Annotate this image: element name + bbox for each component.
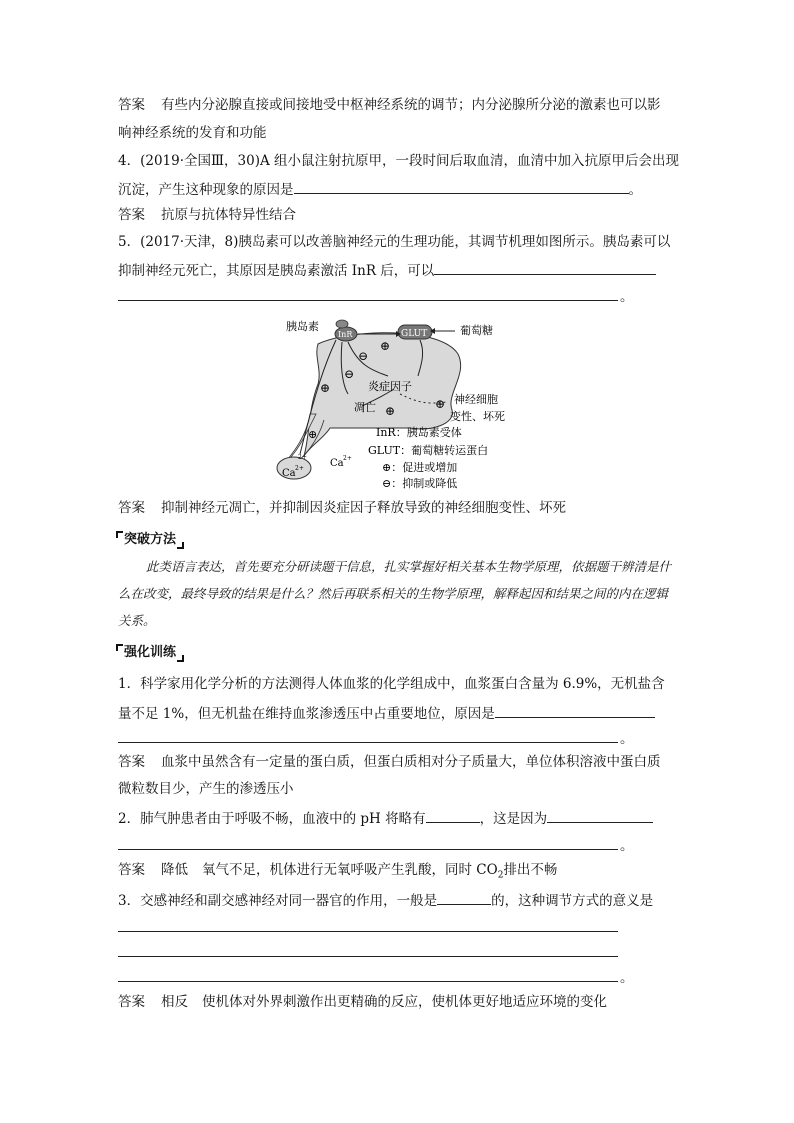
minus-symbol-1: ⊖ [358,349,369,363]
q4-answer-text: 抗原与抗体特异性结合 [161,207,296,223]
q3-answer-line2: 响神经系统的发育和功能 [118,125,267,141]
t2-end: 。 [620,838,634,854]
t3-answer-b: 使机体对外界刺激作出更精确的反应，使机体更好地适应环境的变化 [202,994,607,1010]
method-heading [116,530,176,550]
q4-question-text2: 沉淀，产生这种现象的原因是 [118,182,294,198]
t2-question-pre: 2．肺气肿患者由于呼吸不畅，血液中的 pH 将略有 [118,811,426,827]
q5-question-line1: 5．(2017·天津，8)胰岛素可以改善脑神经元的生理功能，其调节机理如图所示。胰岛素可以 [118,234,671,250]
method-title: 突破方法 [116,530,176,550]
insulin-mechanism-diagram [270,314,530,494]
t2-answer-b: 氧气不足，机体进行无氧呼吸产生乳酸，同时 CO [202,862,498,878]
q4-answer [118,205,296,225]
q5-blank-1[interactable] [434,259,656,275]
glucose-label: 葡萄糖 [460,324,493,337]
answer-tag: 答案 [118,500,145,516]
inr-label: InR [338,330,353,339]
t3-blank-2[interactable] [118,931,618,932]
q4-question-line2 [118,178,642,200]
t2-blank-2[interactable] [547,807,653,823]
training-title: 强化训练 [116,643,176,663]
minus-symbol-2: ⊖ [344,367,355,381]
answer-tag: 答案 [118,207,145,223]
t3-answer-a: 相反 [161,994,188,1010]
ca-left: Ca [282,468,296,479]
t2-question-line1 [118,807,653,829]
ca-right-sup: 2+ [343,455,352,462]
t2-answer-a: 降低 [161,862,188,878]
q4-question-line1: 4．(2019·全国Ⅲ，30)A 组小鼠注射抗原甲，一段时间后取血清，血清中加入抗原甲后会出现 [118,153,680,169]
t2-answer-sub: 2 [497,870,504,881]
q5-answer [118,498,566,518]
t3-blank-4[interactable] [118,981,618,982]
q5-end: 。 [620,289,634,305]
t3-question-mid: 的，这种调节方式的意义是 [491,893,654,909]
t2-answer [118,860,557,886]
t1-blank-1[interactable] [495,702,655,718]
t2-question-mid: ，这是因为 [479,811,548,827]
glut-label: GLUT [401,329,428,339]
answer-tag: 答案 [118,994,145,1010]
t3-question-line1 [118,889,653,911]
apoptosis-label: 凋亡 [354,401,376,414]
insulin-molecule [336,320,348,328]
plus-symbol-5: ⊕ [308,428,318,441]
t1-question-text2: 量不足 1%，但无机盐在维持血浆渗透压中占重要地位，原因是 [118,706,495,722]
t1-answer-text1: 血浆中虽然含有一定量的蛋白质，但蛋白质相对分子质量大，单位体积溶液中蛋白质 [161,754,661,770]
ca-left-sup: 2+ [295,465,304,472]
method-text: 此类语言表达，首先要充分研读题干信息，扎实掌握好相关基本生物学原理，依据题干辨清是什么在改变，最终导致的结果是什么？然后再联系相关的生物学原理，解释起因和结果之间的内在逻辑关系。 [118,559,672,628]
q3-answer-line1 [118,95,661,115]
t1-answer-line2: 微粒数目少，产生的渗透压小 [118,781,294,797]
t3-answer [118,992,607,1012]
plus-symbol-3: ⊕ [385,404,396,418]
q5-answer-text: 抑制神经元凋亡，并抑制因炎症因子释放导致的神经细胞变性、坏死 [161,500,566,516]
t1-question-line2 [118,702,655,724]
q5-blank-2[interactable] [118,300,618,301]
training-heading [116,643,176,663]
legend-glut: GLUT：葡萄糖转运蛋白 [368,444,489,457]
t3-blank-3[interactable] [118,956,618,957]
ca-inner-sup: 2+ [298,454,307,461]
t2-blank-1[interactable] [426,807,480,823]
t2-blank-3[interactable] [118,849,618,850]
inflammatory-label: 炎症因子 [368,380,412,393]
neuron-label-2: 变性、坏死 [450,410,505,423]
plus-symbol-1: ⊕ [380,339,391,353]
ca-right: Ca [330,458,344,469]
t1-blank-2[interactable] [118,742,618,743]
plus-symbol-2: ⊕ [320,381,331,395]
legend-plus: ⊕：促进或增加 [382,461,458,474]
answer-tag: 答案 [118,97,145,113]
q5-question-text2: 抑制神经元死亡，其原因是胰岛素激活 InR 后，可以 [118,263,435,279]
t1-answer-line1 [118,752,661,772]
legend-inr: InR：胰岛素受体 [376,426,462,439]
answer-tag: 答案 [118,754,145,770]
plus-symbol-4: ⊕ [435,397,446,411]
insulin-label: 胰岛素 [286,320,319,333]
q4-end: 。 [628,182,642,198]
t2-answer-c: 排出不畅 [503,862,558,878]
t1-end: 。 [620,731,634,747]
t3-blank-1[interactable] [437,889,491,905]
t3-end: 。 [620,970,634,986]
q3-answer-text1: 有些内分泌腺直接或间接地受中枢神经系统的调节；内分泌腺所分泌的激素也可以影 [161,97,661,113]
legend-minus: ⊖：抑制或降低 [382,477,458,490]
t3-question-pre: 3．交感神经和副交感神经对同一器官的作用，一般是 [118,893,438,909]
t1-question-line1: 1．科学家用化学分析的方法测得人体血浆的化学组成中，血浆蛋白含量为 6.9%，无机盐含 [118,676,665,692]
q4-blank[interactable] [294,178,629,194]
neuron-label-1: 神经细胞 [454,393,498,406]
q5-question-line2 [118,259,656,281]
answer-tag: 答案 [118,862,145,878]
